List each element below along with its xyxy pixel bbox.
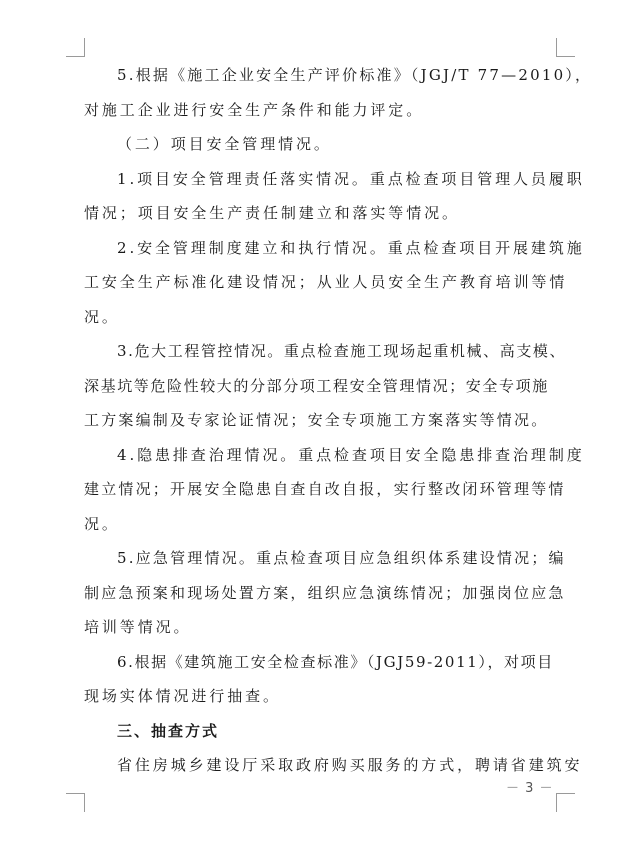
text-line: 工安全生产标准化建设情况；从业人员安全生产教育培训等情 bbox=[84, 273, 568, 291]
document-body bbox=[84, 58, 593, 783]
text-line: 况。 bbox=[84, 514, 120, 533]
crop-mark-bottom-right bbox=[556, 793, 575, 812]
text-line: 2.安全管理制度建立和执行情况。重点检查项目开展建筑施 bbox=[117, 238, 585, 257]
text-line: 工方案编制及专家论证情况；安全专项施工方案落实等情况。 bbox=[84, 411, 549, 429]
text-line: 5.应急管理情况。重点检查项目应急组织体系建设情况；编 bbox=[117, 549, 566, 567]
text-line: 5.根据《施工企业安全生产评价标准》（JGJ/T 77—2010）， bbox=[117, 66, 593, 84]
text-line: 制应急预案和现场处置方案，组织应急演练情况；加强岗位应急 bbox=[84, 583, 566, 602]
text-line: 深基坑等危险性较大的分部分项工程安全管理情况；安全专项施 bbox=[84, 376, 549, 395]
text-line: 3.危大工程管控情况。重点检查施工现场起重机械、高支模、 bbox=[117, 342, 567, 360]
section-subheading: （二）项目安全管理情况。 bbox=[117, 135, 332, 153]
text-line: 省住房城乡建设厅采取政府购买服务的方式，聘请省建筑安 bbox=[117, 756, 583, 774]
text-line: 况。 bbox=[84, 307, 120, 326]
crop-mark-top-right bbox=[556, 38, 575, 57]
text-line: 情况；项目安全生产责任制建立和落实等情况。 bbox=[84, 204, 460, 222]
crop-mark-bottom-left bbox=[66, 793, 85, 812]
text-line: 现场实体情况进行抽查。 bbox=[84, 687, 281, 705]
page-number: － 3 － bbox=[506, 781, 554, 796]
text-line: 6.根据《建筑施工安全检查标准》（JGJ59-2011），对项目 bbox=[117, 652, 554, 671]
text-line: 建立情况；开展安全隐患自查自改自报，实行整改闭环管理等情 bbox=[84, 480, 566, 498]
crop-mark-top-left bbox=[66, 38, 85, 57]
section-heading: 三、抽查方式 bbox=[117, 721, 220, 740]
text-line: 1.项目安全管理责任落实情况。重点检查项目管理人员履职 bbox=[117, 169, 585, 188]
text-line: 4.隐患排查治理情况。重点检查项目安全隐患排查治理制度 bbox=[117, 445, 585, 464]
text-line: 对施工企业进行安全生产条件和能力评定。 bbox=[84, 100, 425, 119]
text-line: 培训等情况。 bbox=[84, 618, 192, 636]
